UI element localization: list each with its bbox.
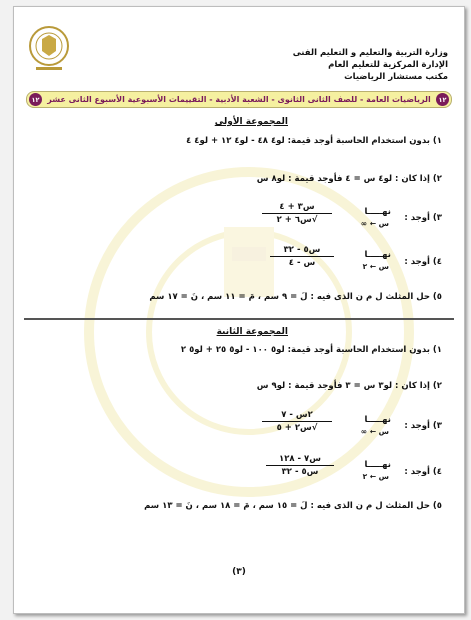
group1-question1: ١) بدون استخدام الحاسبة أوجد قيمة: لو٤ ٤٨ - لو٤ ١٢ + لو٤ ٤: [186, 136, 442, 146]
page-number: (٣): [232, 567, 246, 577]
group1-q3-fraction: [262, 202, 332, 225]
week-badge-right: ١٢: [436, 93, 449, 106]
group2-question2: ٢) إذا كان : لو٣ س = ٣ فأوجد قيمة : لو٩ س: [256, 381, 442, 391]
group1-q4-limit: [336, 250, 391, 271]
fraction-bar: [270, 256, 334, 257]
group2-q3-limit: [336, 415, 391, 436]
limit-word: نهـــــا: [364, 250, 391, 260]
limit-approach: س ← ∞: [360, 427, 389, 436]
group2-question1: ١) بدون استخدام الحاسبة أوجد قيمة: لو٥ ١٠٠ - لو٥ ٢٥ + لو٥ ٢: [180, 345, 442, 355]
group2-question4-label: ٤) أوجد :: [404, 467, 442, 477]
ministry-logo: [28, 25, 70, 75]
denominator: س - ٤: [288, 258, 316, 268]
group2-title: المجموعة الثانية: [216, 327, 288, 337]
group2-question3-label: ٣) أوجد :: [404, 421, 442, 431]
worksheet-page: [13, 6, 465, 614]
fraction-bar: [266, 465, 334, 466]
limit-approach: س ← ٢: [362, 262, 389, 271]
week-badge-left: ١٢: [29, 93, 42, 106]
group1-question5: ٥) حل المثلث ل م ن الذى فيه : لَ = ٩ سم ، مَ = ١١ سم ، نَ = ١٧ سم: [149, 292, 442, 302]
denominator: √س٢ + ٥: [276, 423, 318, 433]
group1-q4-fraction: [270, 245, 334, 268]
numerator: ٢س - ٧: [281, 410, 313, 420]
central-administration: الإدارة المركزية للتعليم العام: [328, 60, 448, 70]
header-banner: [26, 91, 452, 108]
limit-word: نهـــــا: [364, 207, 391, 217]
fraction-bar: [262, 421, 332, 422]
ministry-name: وزارة التربية والتعليم و التعليم الفنى: [292, 48, 448, 58]
denominator: س٥ - ٣٢: [281, 467, 319, 477]
banner-title: الرياضيات العامة - للصف الثانى الثانوى - الشعبة الأدبية - التقييمات الأسبوعية الأسبوع الثانى عشر: [47, 95, 431, 104]
group2-q4-fraction: [266, 454, 334, 477]
group1-question4-label: ٤) أوجد :: [404, 257, 442, 267]
math-advisor-office: مكتب مستشار الرياضيات: [344, 72, 448, 82]
group1-q3-limit: [336, 207, 391, 228]
limit-approach: س ← ∞: [360, 219, 389, 228]
limit-approach: س ← ٢: [362, 472, 389, 481]
denominator: √س٦ + ٢: [276, 215, 318, 225]
limit-word: نهـــــا: [364, 460, 391, 470]
group-separator: [24, 318, 454, 320]
limit-word: نهـــــا: [364, 415, 391, 425]
group1-question3-label: ٣) أوجد :: [404, 213, 442, 223]
numerator: س٣ + ٤: [279, 202, 315, 212]
fraction-bar: [262, 213, 332, 214]
group2-q4-limit: [336, 460, 391, 481]
ministry-header: [293, 47, 448, 83]
group1-title: المجموعة الأولى: [214, 117, 288, 127]
group2-question5: ٥) حل المثلث ل م ن الذى فيه : لَ = ١٥ سم ، مَ = ١٨ سم ، نَ = ١٣ سم: [144, 501, 442, 511]
group1-question2: ٢) إذا كان : لو٤ س = ٤ فأوجد قيمة : لو٨ س: [256, 174, 442, 184]
numerator: س٧ - ١٢٨: [279, 454, 321, 464]
group2-q3-fraction: [262, 410, 332, 433]
numerator: س٥ - ٣٢: [283, 245, 321, 255]
